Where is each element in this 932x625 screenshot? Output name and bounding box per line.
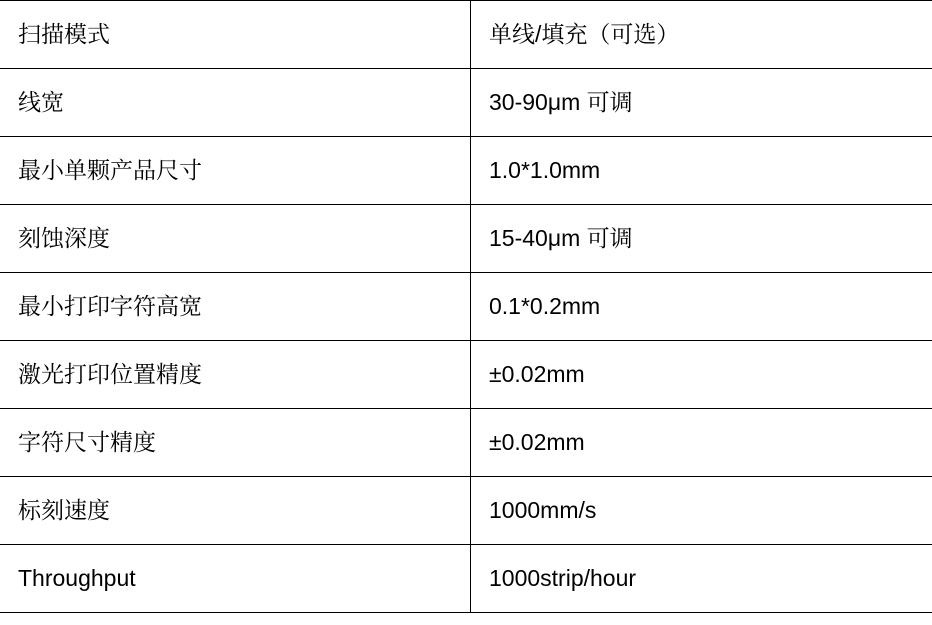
table-row (0, 69, 932, 137)
table-cell-parameter: 激光打印位置精度 (0, 341, 471, 409)
table-cell-value: 1000mm/s (471, 477, 932, 545)
table-cell-value: 0.1*0.2mm (471, 273, 932, 341)
table-cell-parameter: 最小打印字符高宽 (0, 273, 471, 341)
table-cell-value: 1000strip/hour (471, 545, 932, 613)
table-cell-parameter: Throughput (0, 545, 471, 613)
table-cell-parameter: 标刻速度 (0, 477, 471, 545)
table-cell-value: 单线/填充（可选） (471, 1, 932, 69)
table-cell-value: 30-90μm 可调 (471, 69, 932, 137)
table-row (0, 1, 932, 69)
table-cell-parameter: 最小单颗产品尺寸 (0, 137, 471, 205)
table-cell-parameter: 字符尺寸精度 (0, 409, 471, 477)
specification-table-body (0, 1, 932, 613)
table-row (0, 409, 932, 477)
table-cell-value: 15-40μm 可调 (471, 205, 932, 273)
table-cell-value: ±0.02mm (471, 409, 932, 477)
table-cell-value: ±0.02mm (471, 341, 932, 409)
table-row (0, 477, 932, 545)
table-row (0, 205, 932, 273)
table-cell-parameter: 扫描模式 (0, 1, 471, 69)
table-row (0, 273, 932, 341)
table-row (0, 341, 932, 409)
table-row (0, 137, 932, 205)
table-row (0, 545, 932, 613)
table-cell-parameter: 线宽 (0, 69, 471, 137)
table-cell-parameter: 刻蚀深度 (0, 205, 471, 273)
table-cell-value: 1.0*1.0mm (471, 137, 932, 205)
